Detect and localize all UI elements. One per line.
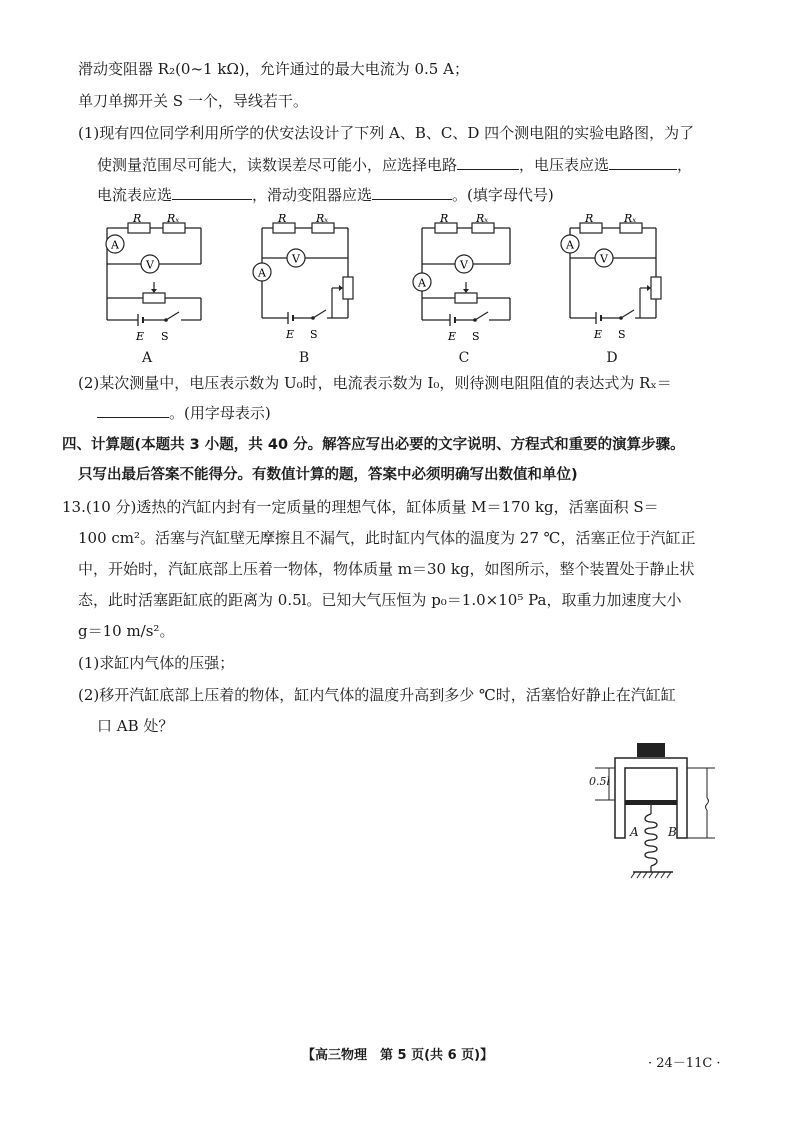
svg-text:V: V	[460, 258, 468, 272]
svg-text:R: R	[133, 212, 142, 225]
page-footer-center: 【高三物理 第 5 页(共 6 页)】	[302, 1048, 494, 1063]
circuit-caption-c: C	[458, 350, 470, 366]
dimension-label-half-l: 0.5l	[589, 775, 611, 788]
q12-part2-hint: 。(用字母表示)	[169, 404, 271, 422]
piston	[625, 800, 677, 805]
rheostat-a	[143, 293, 165, 303]
circuit-caption-d: D	[606, 350, 618, 366]
svg-text:Rₓ: Rₓ	[624, 212, 637, 225]
svg-text:A: A	[566, 238, 574, 252]
svg-text:S: S	[618, 328, 626, 341]
q13-sub2-line2: 口 AB 处？	[97, 717, 174, 735]
svg-text:V: V	[600, 252, 608, 266]
circuit-a	[106, 212, 201, 343]
q12-part1-text-voltmeter: ，电压表应选	[519, 156, 610, 174]
q12-part1-text-hint: 。(填字母代号)	[452, 186, 554, 204]
section4-title-line1: 四、计算题(本题共 3 小题，共 40 分。解答应写出必要的文字说明、方程式和重要的演算步骤。	[62, 437, 685, 453]
answer-blank-rx-expression[interactable]	[97, 403, 169, 418]
circuit-diagrams	[0, 200, 800, 360]
svg-text:Rₓ: Rₓ	[476, 212, 489, 225]
answer-blank-voltmeter[interactable]	[609, 155, 677, 170]
q13-line2: 100 cm²。活塞与汽缸壁无摩擦且不漏气，此时缸内气体的温度为 27 ℃，活塞正位于汽缸正	[78, 529, 696, 547]
svg-text:V: V	[292, 252, 300, 266]
q12-part1-text-rheostat: ，滑动变阻器应选	[252, 186, 373, 204]
answer-blank-circuit[interactable]	[457, 155, 519, 170]
cylinder-figure	[585, 738, 735, 883]
q13-sub1: (1)求缸内气体的压强；	[78, 654, 235, 672]
circuit-c	[413, 212, 510, 343]
svg-text:V: V	[146, 258, 154, 272]
svg-text:S: S	[472, 330, 480, 343]
q12-part1-line2	[97, 155, 692, 175]
point-label-b: B	[668, 825, 677, 839]
circuit-b	[253, 212, 353, 341]
switch-spec-line: 单刀单掷开关 S 一个，导线若干。	[78, 92, 308, 110]
q13-line4: 态，此时活塞距缸底的距离为 0.5l。已知大气压恒为 p₀＝1.0×10⁵ Pa，取重力加速度大小	[78, 591, 682, 609]
circuit-d	[561, 212, 661, 341]
svg-text:R: R	[278, 212, 287, 225]
q13-line3: 中，开始时，汽缸底部上压着一物体，物体质量 m＝30 kg，如图所示，整个装置处于静止状	[78, 560, 695, 578]
q12-part1-text-circuit: 使测量范围尽可能大，读数误差尽可能小，应选择电路	[97, 156, 458, 174]
circuit-caption-b: B	[298, 350, 310, 366]
svg-text:S: S	[161, 330, 169, 343]
page-footer-code: · 24－11C ·	[648, 1056, 721, 1071]
section4-title-line2: 只写出最后答案不能得分。有数值计算的题，答案中必须明确写出数值和单位)	[78, 467, 578, 483]
q13-sub2-line1: (2)移开汽缸底部上压着的物体，缸内气体的温度升高到多少 ℃时，活塞恰好静止在汽缸缸	[78, 686, 676, 704]
svg-text:Rₓ: Rₓ	[316, 212, 329, 225]
q12-part2-line1: (2)某次测量中，电压表示数为 U₀时，电流表示数为 I₀，则待测电阻阻值的表达式为 Rₓ＝	[78, 374, 672, 392]
rheostat-spec-line: 滑动变阻器 R₂(0~1 kΩ)，允许通过的最大电流为 0.5 A；	[78, 60, 469, 78]
svg-text:Rₓ: Rₓ	[167, 212, 180, 225]
q13-line5: g＝10 m/s²。	[78, 622, 175, 640]
svg-text:A: A	[258, 266, 266, 280]
q12-part1-text-ammeter: 电流表应选	[97, 186, 173, 204]
weight-block	[637, 743, 665, 757]
answer-blank-rheostat[interactable]	[372, 185, 452, 200]
svg-text:R: R	[440, 212, 449, 225]
svg-text:A: A	[418, 276, 426, 290]
svg-text:R: R	[585, 212, 594, 225]
answer-blank-ammeter[interactable]	[172, 185, 252, 200]
svg-text:S: S	[310, 328, 318, 341]
q13-line1: 13.(10 分)透热的汽缸内封有一定质量的理想气体，缸体质量 M＝170 kg，活塞面积 S＝	[62, 498, 659, 516]
q12-part2-line2	[97, 403, 271, 423]
q12-part1-text-comma: ，	[677, 156, 693, 174]
svg-text:E: E	[286, 328, 295, 341]
svg-text:A: A	[111, 238, 119, 252]
point-label-a: A	[630, 825, 639, 839]
q12-part1-line1: (1)现有四位同学利用所学的伏安法设计了下列 A、B、C、D 四个测电阻的实验电路图，为了	[78, 124, 695, 142]
svg-text:E: E	[594, 328, 603, 341]
svg-text:E: E	[448, 330, 457, 343]
spring	[645, 814, 657, 866]
svg-text:E: E	[136, 330, 145, 343]
circuit-caption-a: A	[141, 350, 153, 366]
